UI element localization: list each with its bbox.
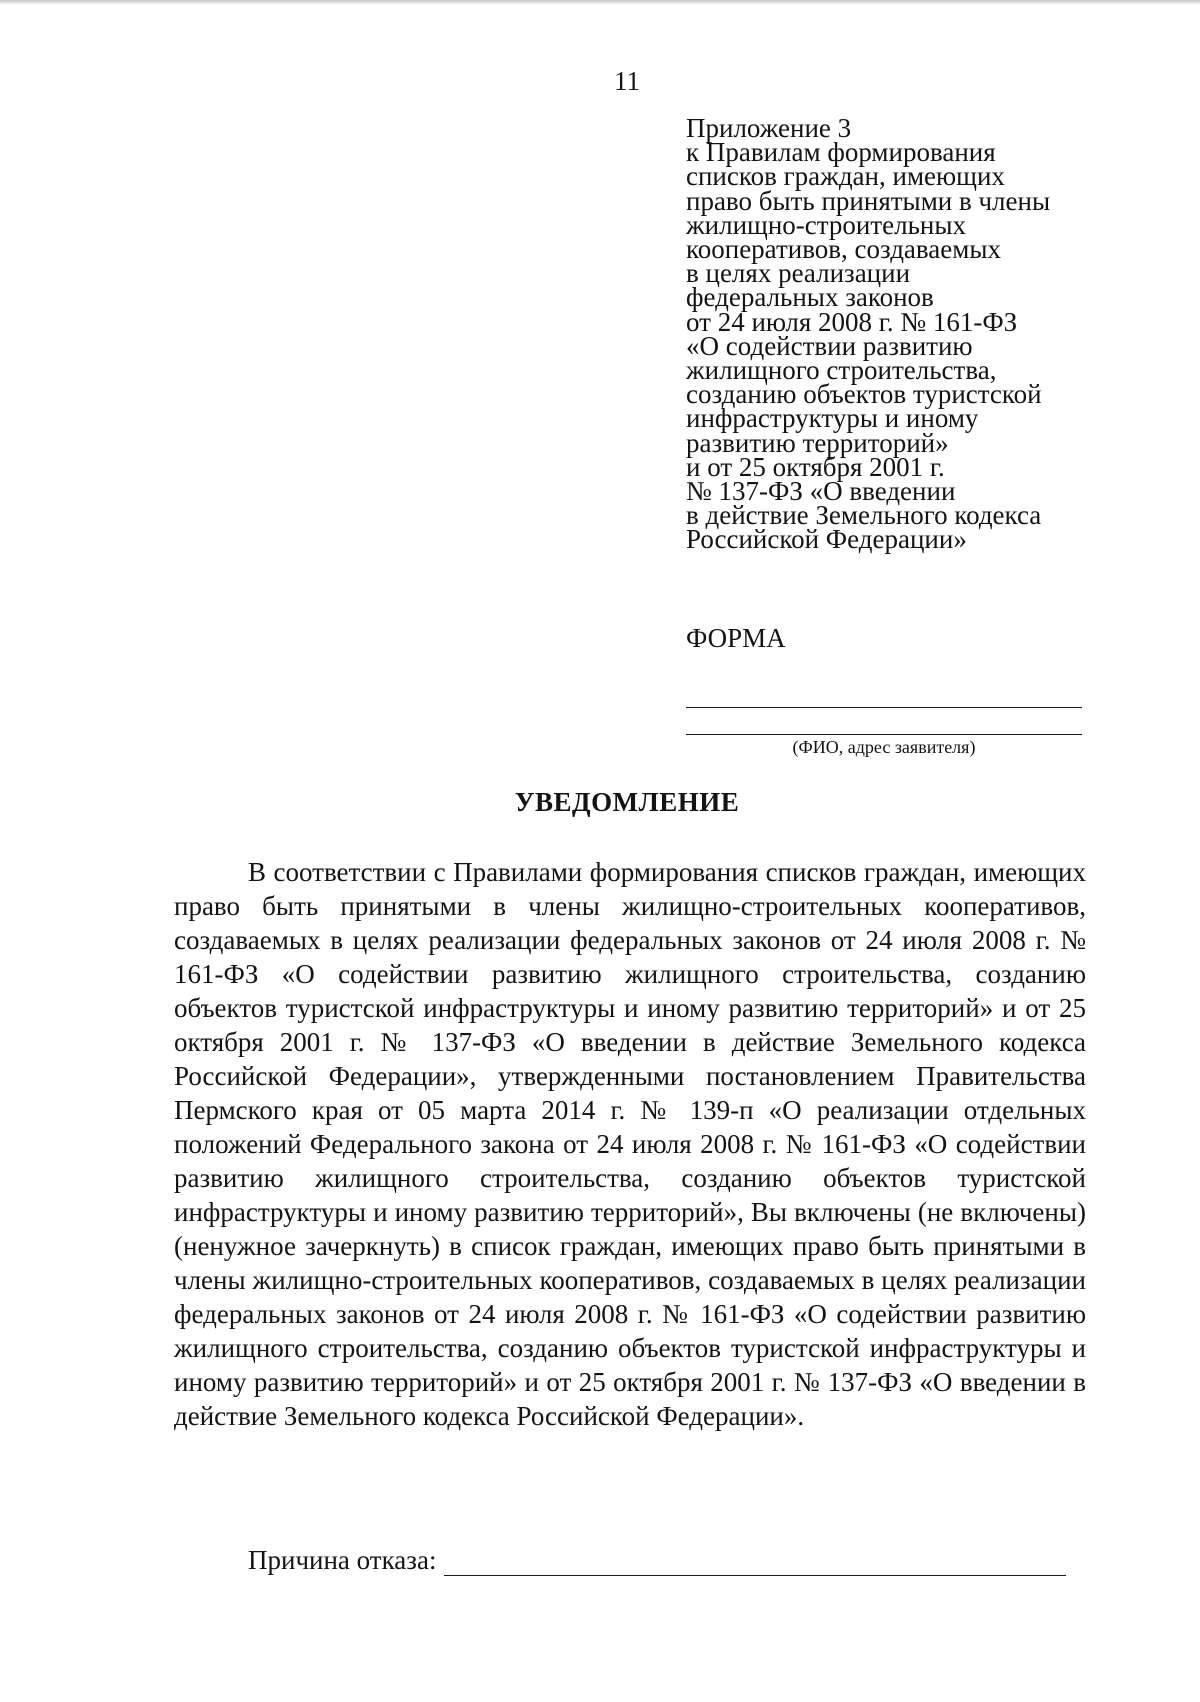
applicant-fill-line[interactable] bbox=[686, 707, 1082, 708]
appendix-line: в действие Земельного кодекса bbox=[686, 500, 1042, 531]
appendix-line: жилищного строительства, bbox=[686, 355, 997, 386]
appendix-line: созданию объектов туристской bbox=[686, 379, 1042, 410]
appendix-line: от 24 июля 2008 г. № 161-ФЗ bbox=[686, 306, 1018, 337]
notice-body: В соответствии с Правилами формирования списков граждан, имеющих право быть принятыми в члены жилищно-строительных кооперативов, создаваемых в целях реализации федеральных законов от 24 июля 2008 г. № 161-ФЗ «О содействии развитию жилищного строительства, созданию объектов туристской инфраструктуры и иному развитию территорий» и от 25 октября 2001 г. № 137-ФЗ «О введении в действие Земельного кодекса Российской Федерации», утвержденными постановлением Правительства Пермского края от 05 марта 2014 г. № 139-п «О реализации отдельных положений Федерального закона от 24 июля 2008 г. № 161-ФЗ «О содействии развитию жилищного строительства, созданию объектов туристской инфраструктуры и иному развитию территорий», Вы включены (не включены) (ненужное зачеркнуть) в список граждан, имеющих право быть принятыми в члены жилищно-строительных кооперативов, создаваемых в целях реализации федеральных законов от 24 июля 2008 г. № 161-ФЗ «О содействии развитию жилищного строительства, созданию объектов туристской инфраструктуры и иному развитию территорий» и от 25 октября 2001 г. № 137-ФЗ «О введении в действие Земельного кодекса Российской Федерации». bbox=[174, 857, 1086, 1431]
appendix-line: «О содействии развитию bbox=[686, 330, 973, 361]
appendix-line: списков граждан, имеющих bbox=[686, 161, 1005, 192]
appendix-line: № 137-ФЗ «О введении bbox=[686, 476, 956, 507]
appendix-line: Российской Федерации» bbox=[686, 524, 967, 555]
appendix-line: к Правилам формирования bbox=[686, 137, 996, 168]
appendix-line: право быть принятыми в члены bbox=[686, 185, 1051, 216]
appendix-line: в целях реализации bbox=[686, 258, 911, 289]
form-label: ФОРМА bbox=[686, 623, 786, 653]
appendix-line: инфраструктуры и иному bbox=[686, 403, 979, 434]
scan-edge-shadow bbox=[0, 0, 1200, 5]
appendix-line: федеральных законов bbox=[686, 282, 934, 313]
applicant-fill-line[interactable] bbox=[686, 734, 1082, 735]
appendix-line: кооперативов, создаваемых bbox=[686, 234, 1001, 265]
appendix-line: Приложение 3 bbox=[686, 113, 852, 143]
refusal-reason-row bbox=[248, 1544, 1066, 1576]
page-number: 11 bbox=[614, 66, 640, 96]
refusal-reason-label: Причина отказа: bbox=[248, 1545, 437, 1575]
refusal-reason-fill-line[interactable] bbox=[444, 1548, 1066, 1576]
document-title: УВЕДОМЛЕНИЕ bbox=[514, 787, 740, 817]
applicant-caption: (ФИО, адрес заявителя) bbox=[792, 737, 976, 757]
appendix-line: жилищно-строительных bbox=[686, 209, 966, 240]
appendix-line: развитию территорий» bbox=[686, 427, 949, 458]
appendix-line: и от 25 октября 2001 г. bbox=[686, 451, 945, 482]
appendix-header bbox=[686, 113, 1106, 555]
